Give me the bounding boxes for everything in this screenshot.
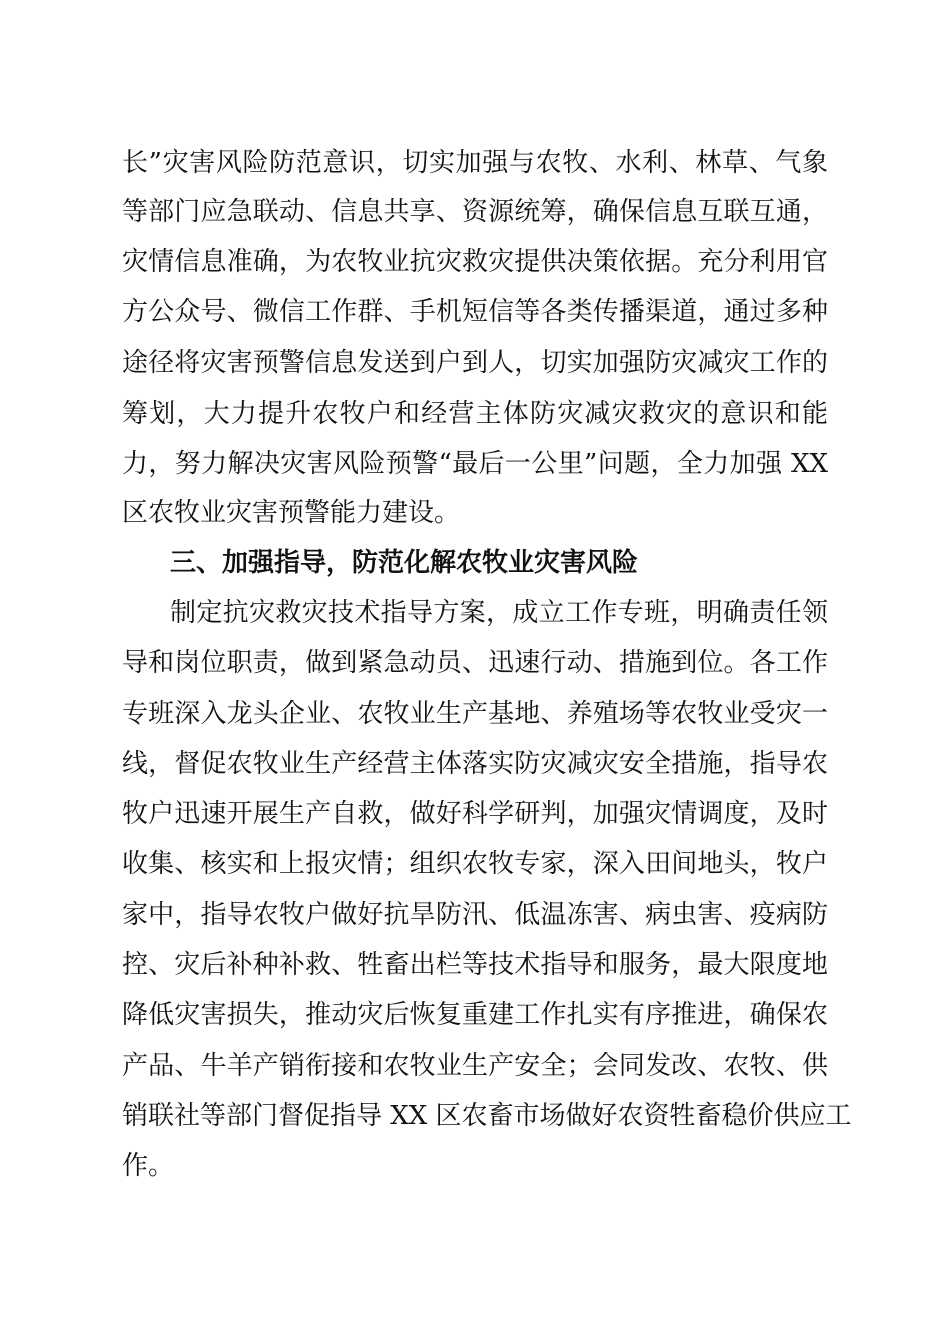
paragraph-line: 区农牧业灾害预警能力建设。 (122, 498, 461, 528)
paragraph-line: 力，努力解决灾害风险预警“最后一公里”问题，全力加强 XX (122, 449, 828, 479)
paragraph-line: 灾情信息准确，为农牧业抗灾救灾提供决策依据。充分利用官 (122, 247, 828, 277)
paragraph-line: 专班深入龙头企业、农牧业生产基地、养殖场等农牧业受灾一 (122, 699, 828, 729)
paragraph-line: 降低灾害损失，推动灾后恢复重建工作扎实有序推进，确保农 (122, 1000, 828, 1030)
paragraph-line: 方公众号、微信工作群、手机短信等各类传播渠道，通过多种 (122, 297, 828, 327)
paragraph-line: 线，督促农牧业生产经营主体落实防灾减灾安全措施，指导农 (122, 749, 828, 779)
paragraph-line: 控、灾后补种补救、牲畜出栏等技术指导和服务，最大限度地 (122, 950, 828, 980)
paragraph-line: 等部门应急联动、信息共享、资源统筹，确保信息互联互通， (122, 197, 828, 227)
paragraph-line: 销联社等部门督促指导 XX 区农畜市场做好农资牲畜稳价供应工 (122, 1101, 852, 1131)
paragraph-line: 导和岗位职责，做到紧急动员、迅速行动、措施到位。各工作 (122, 648, 828, 678)
paragraph-line: 收集、核实和上报灾情；组织农牧专家，深入田间地头，牧户 (122, 849, 828, 879)
paragraph-line: 作。 (122, 1151, 175, 1181)
paragraph-line: 产品、牛羊产销衔接和农牧业生产安全；会同发改、农牧、供 (122, 1051, 828, 1081)
paragraph-line: 筹划，大力提升农牧户和经营主体防灾减灾救灾的意识和能 (122, 399, 828, 429)
paragraph-line: 途径将灾害预警信息发送到户到人，切实加强防灾减灾工作的 (122, 348, 828, 378)
paragraph-line: 牧户迅速开展生产自救，做好科学研判，加强灾情调度，及时 (122, 799, 828, 829)
paragraph-line: 家中，指导农牧户做好抗旱防汛、低温冻害、病虫害、疫病防 (122, 900, 828, 930)
paragraph-line: 制定抗灾救灾技术指导方案，成立工作专班，明确责任领 (170, 598, 828, 628)
paragraph-line: 长”灾害风险防范意识，切实加强与农牧、水利、林草、气象 (122, 148, 828, 178)
section-heading-3: 三、加强指导，防范化解农牧业灾害风险 (170, 548, 639, 578)
